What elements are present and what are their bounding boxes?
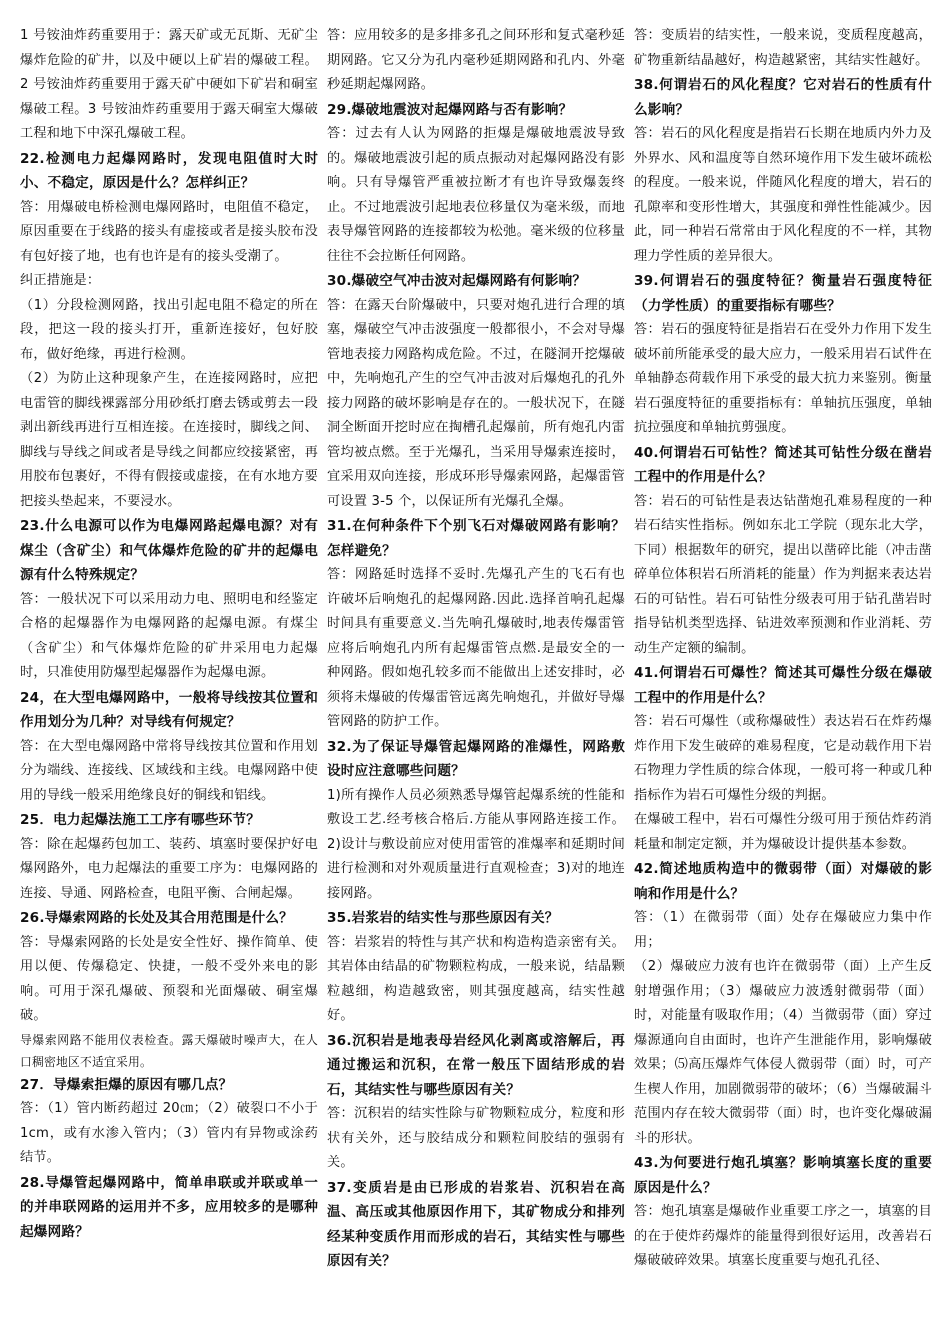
question-heading: 26.导爆索网路的长处及其合用范围是什么？	[20, 910, 293, 926]
answer-paragraph: 答：岩石的强度特征是指岩石在受外力作用下发生破坏前所能承受的最大应力，一般采用岩石试件在单轴静态荷载作用下承受的最大抗力来鉴别。衡量岩石强度特征的重要指标有：单轴抗压强度，单轴抗拉强度和单轴抗剪强度。	[634, 322, 932, 435]
document-page	[20, 24, 932, 1336]
question-heading: 23.什么电源可以作为电爆网路起爆电源？对有煤尘（含矿尘）和气体爆炸危险的矿井的起爆电源有什么特殊规定？	[20, 518, 318, 583]
answer-paragraph: （2）爆破应力波有也许在微弱带（面）上产生反射增强作用；（3）爆破应力波透射微弱带（面）时，对能量有吸取作用；（4）当微弱带（面）穿过爆源通向自由面时，也许产生泄能作用，影响爆破效果；⑸高压爆炸气体侵人微弱带（面）时，可产生楔人作用，加剧微弱带的破坏；（6）当爆破漏斗范围内存在较大微弱带（面）时，也许变化爆破漏斗的形状。	[634, 959, 932, 1146]
question-heading: 37.变质岩是由已形成的岩浆岩、沉积岩在高温、高压或其他原因作用下，其矿物成分和排列经某种变质作用而形成的岩石，其结实性与哪些原因有关？	[327, 1179, 625, 1269]
question-heading: 38.何谓岩石的风化程度？它对岩石的性质有什么影响？	[634, 77, 932, 118]
column-middle	[327, 24, 625, 1336]
answer-paragraph: 答：岩石可爆性（或称爆破性）表达岩石在炸药爆炸作用下发生破碎的难易程度，它是动载作用下岩石物理力学性质的综合体现，一般可将一种或几种指标作为岩石可爆性分级的判据。	[634, 714, 932, 803]
answer-paragraph: 答：炮孔填塞是爆破作业重要工序之一，填塞的目的在于使炸药爆炸的能量得到很好运用，改善岩石爆破破碎效果。填塞长度重要与炮孔孔径、	[634, 1204, 932, 1268]
answer-paragraph: 导爆索网路不能用仪表检查。露天爆破时噪声大，在人口稠密地区不适宜采用。	[20, 1032, 318, 1069]
answer-paragraph: （1）分段检测网路，找出引起电阻不稳定的所在段，把这一段的接头打开，重新连接好，包好胶布，做好绝缘，再进行检测。	[20, 297, 318, 362]
question-heading: 28.导爆管起爆网路中，简单串联或并联或单一的并串联网路的运用并不多，应用较多的是哪种起爆网路？	[20, 1174, 318, 1240]
answer-paragraph: 纠正措施是：	[20, 273, 101, 288]
answer-paragraph: 答：除在起爆药包加工、装药、填塞时要保护好电爆网路外，电力起爆法的重要工序为：电爆网路的连接、导通、网路检查，电阻平衡、合闸起爆。	[20, 836, 318, 901]
answer-paragraph: 答：导爆索网路的长处是安全性好、操作简单、使用以便、传爆稳定、快捷，一般不受外来电的影响。可用于深孔爆破、预裂和光面爆破、硐室爆破。	[20, 934, 318, 1023]
question-heading: 42.简述地质构造中的微弱带（面）对爆破的影响和作用是什么？	[634, 861, 932, 902]
question-heading: 22.检测电力起爆网路时，发现电阻值时大时小、不稳定，原因是什么？怎样纠正？	[20, 150, 318, 191]
answer-paragraph: 答：在大型电爆网路中常将导线按其位置和作用划分为端线、连接线、区域线和主线。电爆网路中使用的导线一般采用绝缘良好的铜线和铝线。	[20, 738, 318, 803]
answer-paragraph: 1 号铵油炸药重要用于：露天矿或无瓦斯、无矿尘爆炸危险的矿井，以及中硬以上矿岩的爆破工程。2 号铵油炸药重要用于露天矿中硬如下矿岩和硐室爆破工程。3 号铵油炸药重要用于露天硐室大爆破工程和地下中深孔爆破工程。	[20, 28, 318, 141]
question-heading: 36.沉积岩是地表母岩经风化剥离或溶解后，再通过搬运和沉积，在常一般压下固结形成的岩石，其结实性与哪些原因有关？	[327, 1032, 625, 1098]
question-heading: 30.爆破空气冲击波对起爆网路有何影响？	[327, 273, 587, 289]
answer-paragraph: 答：在露天台阶爆破中，只要对炮孔进行合理的填塞，爆破空气冲击波强度一般都很小，不会对导爆管地表接力网路构成危险。不过，在隧洞开挖爆破中，先响炮孔产生的空气冲击波对后爆炮孔的孔外接力网路的破坏影响是存在的。一般状况下，在隧洞全断面开挖时应在掏槽孔起爆前，所有炮孔内雷管均被点燃。至于光爆孔，当采用导爆索连接时，宜采用双向连接，形成环形导爆索网路，起爆雷管可设置 3-5 个，以保证所有光爆孔全爆。	[327, 297, 625, 509]
answer-paragraph: 答：一般状况下可以采用动力电、照明电和经鉴定合格的起爆器作为电爆网路的起爆电源。有煤尘（含矿尘）和气体爆炸危险的矿井采用电力起爆时，只准使用防爆型起爆器作为起爆电源。	[20, 591, 318, 680]
question-heading: 35.岩浆岩的结实性与那些原因有关？	[327, 910, 559, 926]
question-heading: 32.为了保证导爆管起爆网路的准爆性，网路敷设时应注意哪些问题？	[327, 738, 625, 779]
answer-paragraph: 答：变质岩的结实性，一般来说，变质程度越高，矿物重新结晶越好，构造越紧密，其结实性越好。	[634, 28, 932, 68]
question-heading: 41.何谓岩石可爆性？简述其可爆性分级在爆破工程中的作用是什么？	[634, 665, 932, 706]
answer-paragraph: 答：用爆破电桥检测电爆网路时，电阻值不稳定，原因重要在于线路的接头有虚接或者是接头胶布没有包好接了地，也有也许是有的接头受潮了。	[20, 199, 318, 264]
answer-paragraph: 答：（1）管内断药超过 20㎝；（2）破裂口不小于 1cm，或有水渗入管内；（3）管内有异物或涂药结节。	[20, 1101, 318, 1165]
question-heading: 43.为何要进行炮孔填塞？影响填塞长度的重要原因是什么？	[634, 1155, 932, 1196]
answer-paragraph: 答：过去有人认为网路的拒爆是爆破地震波导致的。爆破地震波引起的质点振动对起爆网路没有影响。只有导爆管严重被拉断才有也许导致爆轰终止。不过地震波引起地表位移量仅为毫米级，而地表导爆管网路的连接都较为松弛。毫米级的位移量往往不会拉断任何网路。	[327, 126, 625, 264]
answer-paragraph: （2）为防止这种现象产生，在连接网路时，应把电雷管的脚线裸露部分用砂纸打磨去锈或剪去一段剥出新线再进行互相连接。在连接时，脚线之间、脚线与导线之间或者是导线之间都应绞接紧密，再用胶布包裹好，不得有假接或虚接，在有水地方要把接头垫起来，不要浸水。	[20, 371, 318, 509]
question-heading: 27．导爆索拒爆的原因有哪几点？	[20, 1076, 233, 1093]
answer-paragraph: 答：（1）在微弱带（面）处存在爆破应力集中作用；	[634, 910, 932, 950]
answer-paragraph: 答：岩石的风化程度是指岩石长期在地质内外力及外界水、风和温度等自然环境作用下发生破坏疏松的程度。一般来说，伴随风化程度的增大，岩石的孔隙率和变形性增大，其强度和弹性性能减少。因此，同一种岩石常常由于风化程度的不一样，其物理力学性质的差异很大。	[634, 126, 932, 264]
answer-paragraph: 1)所有操作人员必须熟悉导爆管起爆系统的性能和敷设工艺.经考核合格后.方能从事网路连接工作。2)设计与敷设前应对使用雷管的准爆率和延期时间进行检测和对外观质量进行直观检查；3)对的地连接网路。	[327, 787, 625, 901]
question-heading: 24，在大型电爆网路中，一般将导线按其位置和作用划分为几种？对导线有何规定？	[20, 689, 318, 730]
question-heading: 39.何谓岩石的强度特征？衡量岩石强度特征（力学性质）的重要指标有哪些？	[634, 273, 932, 314]
answer-paragraph: 答：沉积岩的结实性除与矿物颗粒成分，粒度和形状有关外，还与胶结成分和颗粒间胶结的强弱有关。	[327, 1106, 625, 1170]
column-left	[20, 24, 318, 1336]
answer-paragraph: 答：应用较多的是多排多孔之间环形和复式毫秒延期网路。它又分为孔内毫秒延期网路和孔内、外毫秒延期起爆网路。	[327, 28, 625, 92]
question-heading: 29.爆破地震波对起爆网路与否有影响？	[327, 101, 573, 118]
answer-paragraph: 答：网路延时选择不妥时.先爆孔产生的飞石有也许破坏后响炮孔的起爆网路.因此.选择首响孔起爆时间具有重要意义.当先响孔爆破时,地表传爆雷管应将后响炮孔内所有起爆雷管点燃.是最安全的一种网路。假如炮孔较多而不能做出上述安排时，必须将未爆破的传爆雷管远离先响炮孔，并做好导爆管网路的防护工作。	[327, 567, 625, 729]
answer-paragraph: 答：岩石的可钻性是表达钻凿炮孔难易程度的一种岩石结实性指标。例如东北工学院（现东北大学，下同）根据数年的研究，提出以凿碎比能（冲击凿碎单位体积岩石所消耗的能量）作为判据来表达岩石的可钻性。岩石可钻性分级表可用于钻孔凿岩时指导钻机类型选择、钻进效率预测和作业消耗、劳动生产定额的编制。	[634, 493, 932, 656]
question-heading: 40.何谓岩石可钻性？简述其可钻性分级在凿岩工程中的作用是什么？	[634, 444, 932, 485]
answer-paragraph: 答：岩浆岩的特性与其产状和构造构造亲密有关。其岩体由结晶的矿物颗粒构成，一般来说，结晶颗粒越细，构造越致密，则其强度越高，结实性越好。	[327, 934, 625, 1023]
question-heading: 25．电力起爆法施工工序有哪些环节？	[20, 812, 261, 828]
question-heading: 31.在何种条件下个别飞石对爆破网路有影响？怎样避免？	[327, 518, 625, 559]
column-right	[634, 24, 932, 1336]
answer-paragraph: 在爆破工程中，岩石可爆性分级可用于预估炸药消耗量和制定定额，并为爆破设计提供基本参数。	[634, 812, 932, 852]
